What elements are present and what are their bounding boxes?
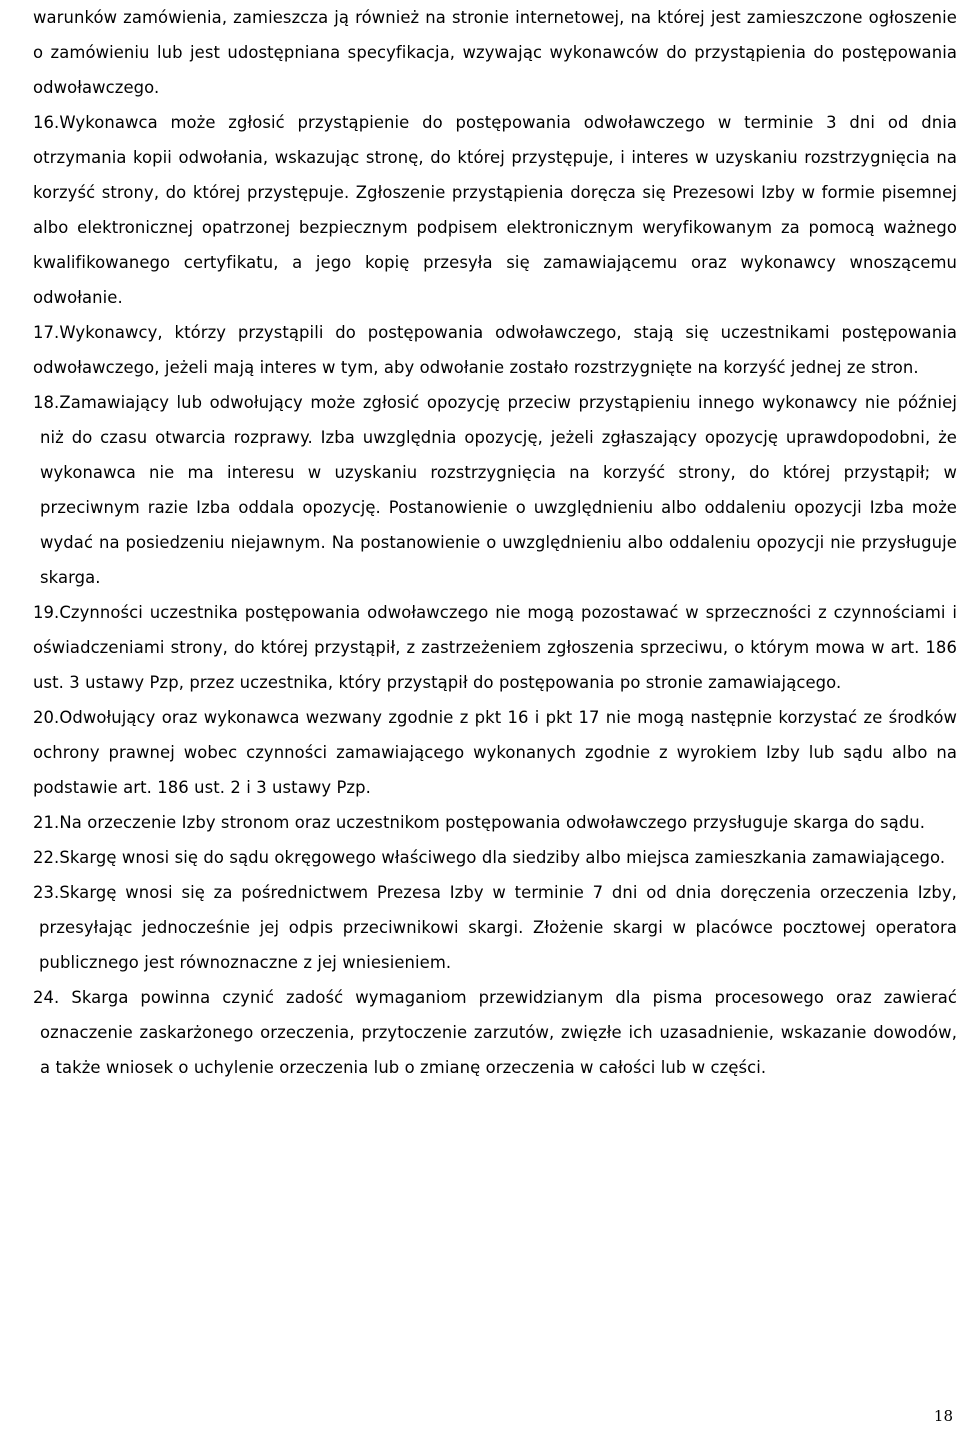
item-number: 23. bbox=[33, 883, 60, 902]
list-item-16 bbox=[33, 105, 957, 315]
item-number: 17. bbox=[33, 323, 60, 342]
list-item-18 bbox=[33, 385, 957, 595]
list-item-24 bbox=[33, 980, 957, 1085]
item-text: Skargę wnosi się za pośrednictwem Prezesa Izby w terminie 7 dni od dnia doręczenia orzeczenia Izby, przesyłając jednocześnie jej odpis przeciwnikowi skargi. Złożenie skargi w placówce pocztowej operatora publicznego jest równoznaczne z jej wniesieniem. bbox=[39, 883, 957, 972]
list-item-23 bbox=[33, 875, 957, 980]
item-text: Zamawiający lub odwołujący może zgłosić opozycję przeciw przystąpieniu innego wykonawcy nie później niż do czasu otwarcia rozprawy. Izba uwzględnia opozycję, jeżeli zgłaszający opozycję uprawdopodobni, że wykonawca nie ma interesu w uzyskaniu rozstrzygnięcia na korzyść strony, do której przystąpił; w przeciwnym razie Izba oddala opozycję. Postanowienie o uwzględnieniu albo oddaleniu opozycji Izba może wydać na posiedzeniu niejawnym. Na postanowienie o uwzględnieniu albo oddaleniu opozycji nie przysługuje skarga. bbox=[40, 393, 957, 587]
item-number: 16. bbox=[33, 113, 60, 132]
document-body bbox=[33, 0, 957, 1085]
intro-paragraph: warunków zamówienia, zamieszcza ją również na stronie internetowej, na której jest zamieszczone ogłoszenie o zamówieniu lub jest udostępniana specyfikacja, wzywając wykonawców do przystąpienia do postępowania odwoławczego. bbox=[33, 8, 957, 97]
item-number: 24. bbox=[33, 988, 60, 1007]
list-item-17 bbox=[33, 315, 957, 385]
item-number: 18. bbox=[33, 393, 60, 412]
item-text: Skargę wnosi się do sądu okręgowego właściwego dla siedziby albo miejsca zamieszkania zamawiającego. bbox=[59, 848, 946, 867]
list-item-20 bbox=[33, 700, 957, 805]
item-text: Odwołujący oraz wykonawca wezwany zgodnie z pkt 16 i pkt 17 nie mogą następnie korzystać ze środków ochrony prawnej wobec czynności zamawiającego wykonanych zgodnie z wyrokiem Izby lub sądu albo na podstawie art. 186 ust. 2 i 3 ustawy Pzp. bbox=[33, 708, 957, 797]
item-text: Wykonawca może zgłosić przystąpienie do postępowania odwoławczego w terminie 3 dni od dnia otrzymania kopii odwołania, wskazując stronę, do której przystępuje, i interes w uzyskaniu rozstrzygnięcia na korzyść strony, do której przystępuje. Zgłoszenie przystąpienia doręcza się Prezesowi Izby w formie pisemnej albo elektronicznej opatrzonej bezpiecznym podpisem elektronicznym weryfikowanym za pomocą ważnego kwalifikowanego certyfikatu, a jego kopię przesyła się zamawiającemu oraz wykonawcy wnoszącemu odwołanie. bbox=[33, 113, 957, 307]
item-text: Wykonawcy, którzy przystąpili do postępowania odwoławczego, stają się uczestnikami postępowania odwoławczego, jeżeli mają interes w tym, aby odwołanie zostało rozstrzygnięte na korzyść jednej ze stron. bbox=[33, 323, 957, 377]
list-item-21 bbox=[33, 805, 957, 840]
item-text: Skarga powinna czynić zadość wymaganiom przewidzianym dla pisma procesowego oraz zawierać oznaczenie zaskarżonego orzeczenia, przytoczenie zarzutów, zwięzłe ich uzasadnienie, wskazanie dowodów, a także wniosek o uchylenie orzeczenia lub o zmianę orzeczenia w całości lub w części. bbox=[40, 988, 957, 1077]
item-text: Czynności uczestnika postępowania odwoławczego nie mogą pozostawać w sprzeczności z czynnościami i oświadczeniami strony, do której przystąpił, z zastrzeżeniem zgłoszenia sprzeciwu, o którym mowa w art. 186 ust. 3 ustawy Pzp, przez uczestnika, który przystąpił do postępowania po stronie zamawiającego. bbox=[33, 603, 957, 692]
item-number: 19. bbox=[33, 603, 60, 622]
page-number: 18 bbox=[933, 1407, 953, 1425]
item-text: Na orzeczenie Izby stronom oraz uczestnikom postępowania odwoławczego przysługuje skarga do sądu. bbox=[59, 813, 926, 832]
item-number: 20. bbox=[33, 708, 60, 727]
list-item-19 bbox=[33, 595, 957, 700]
list-item-22 bbox=[33, 840, 957, 875]
item-number: 22. bbox=[33, 848, 60, 867]
item-number: 21. bbox=[33, 813, 60, 832]
